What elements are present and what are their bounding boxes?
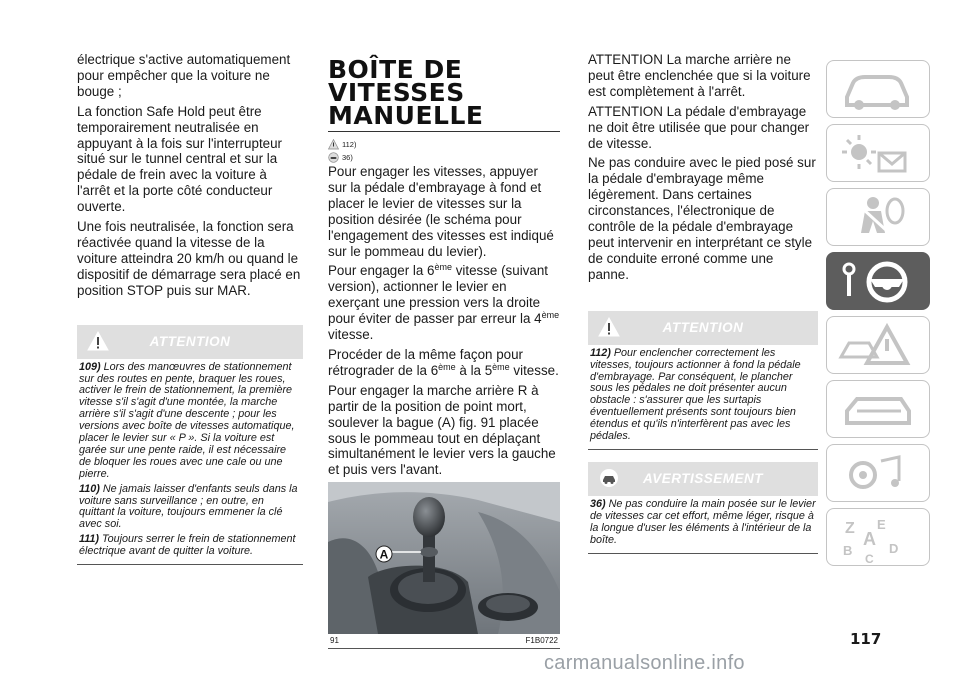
tab-car-overview[interactable] (826, 60, 930, 118)
tab-emergency[interactable] (826, 316, 930, 374)
tab-maintenance[interactable] (826, 380, 930, 438)
warning-box-header (77, 325, 303, 359)
warning-title: ATTENTION (149, 333, 231, 349)
column-middle (328, 52, 560, 649)
paragraph: ATTENTION La pédale d'embrayage ne doit être utilisée que pour changer de vitesse. (588, 103, 810, 151)
gear-lever-photo (328, 482, 560, 634)
steering-wheel-key-icon (827, 253, 931, 311)
tab-multimedia[interactable] (826, 444, 930, 502)
paragraph: Pour engager les vitesses, appuyer sur la pédale d'embrayage à fond et placer le levier de vitesses sur la position désirée (le schéma pour l'engagement des vitesses est indiqué sur le pommeau du levier). (328, 164, 554, 259)
note-item: 111) Toujours serrer le frein de stationnement électrique avant de quitter la voiture. (79, 533, 296, 558)
caution-reference: 36) (328, 151, 560, 164)
paragraph: Ne pas conduire avec le pied posé sur la pédale d'embrayage même légèrement. Dans certaines circonstances, l'électronique de contrôle de la pédale d'embrayage peut intervenir en interprétant ce style de conduite erroné comme une panne. (588, 155, 816, 282)
multimedia-icon (827, 445, 931, 503)
warning-title: ATTENTION (662, 319, 744, 335)
warning-box-header (588, 311, 818, 345)
note-item: 109) Lors des manœuvres de stationnement sur des routes en pente, braquer les roues, activer le frein de stationnement, la première vitesse s'il s'agit d'une montée, la marche arrière s'il s'agit d'une descente ; pour les versions avec boîte de vitesses automatique, placer le levier sur « P ». Si la voiture est garée sur une pente raide, il est nécessaire de bloquer les roues avec une cale ou une pierre. (79, 360, 295, 480)
warning-notes (588, 345, 818, 450)
tab-safety[interactable] (826, 188, 930, 246)
paragraph: Une fois neutralisée, la fonction sera réactivée quand la vitesse de la voiture atteindra 20 km/h ou quand le dispositif de démarrage sera placé en position STOP puis sur MAR. (77, 219, 301, 298)
caution-notes (588, 496, 818, 554)
svg-text:C: C (865, 552, 874, 566)
paragraph: ATTENTION La marche arrière ne peut être enclenchée que si la voiture est complètement à l'arrêt. (588, 52, 811, 99)
alphabetical-index-icon (827, 509, 931, 567)
note-item: 36) Ne pas conduire la main posée sur le levier de vitesses car cet effort, même léger, risque à la longue d'user les éléments à l'intérieur de la boîte. (590, 497, 816, 546)
paragraph: Pour engager la marche arrière R à partir de la position de point mort, soulever la bague (A) fig. 91 placée sous le pommeau tout en déplaçant simultanément le levier vers la gauche et puis vers l'avant. (328, 382, 556, 478)
heading-divider (328, 131, 560, 132)
paragraph: La fonction Safe Hold peut être temporairement neutralisée en appuyant à la fois sur l'interrupteur situé sur le tunnel central et sur la pédale de frein avec la voiture à l'arrêt et la porte côté conducteur ouverte. (77, 103, 283, 215)
svg-text:B: B (843, 543, 853, 558)
figure-caption (328, 636, 560, 649)
paragraph: électrique s'active automatiquement pour empêcher que la voiture ne bouge ; (77, 52, 291, 99)
page-number: 117 (850, 630, 882, 648)
column-left (77, 52, 303, 565)
tab-index[interactable] (826, 508, 930, 566)
caution-box-header (588, 462, 818, 496)
svg-text:A: A (863, 529, 876, 549)
paragraph: Procéder de la même façon pour rétrograder de la 6ème à la 5ème vitesse. (328, 346, 559, 378)
warning-triangle-icon (328, 139, 339, 150)
safety-airbag-icon (827, 189, 931, 247)
caution-car-icon (328, 152, 339, 163)
figure-code: F1B0722 (525, 636, 558, 646)
note-item: 110) Ne jamais laisser d'enfants seuls dans la voiture sans surveillance ; en outre, en quittant la voiture, toujours emmener la clé avec soi. (79, 482, 298, 531)
emergency-warning-icon (827, 317, 931, 375)
tab-dashboard-lights[interactable] (826, 124, 930, 182)
figure-number: 91 (330, 636, 339, 646)
tab-starting-driving[interactable] (826, 252, 930, 310)
warning-notes (77, 359, 303, 566)
paragraph: Pour engager la 6ème vitesse (suivant version), actionner le levier en exerçant une pression vers la droite pour éviter de passer par erreur la 4ème vitesse. (328, 262, 560, 343)
gear-lever-figure (328, 482, 560, 634)
maintenance-icon (827, 381, 931, 439)
caution-title: AVERTISSEMENT (642, 470, 764, 486)
figure-callout-a: A (379, 547, 389, 562)
dashboard-lights-icon (827, 125, 931, 183)
svg-text:E: E (877, 517, 886, 532)
svg-text:Z: Z (845, 520, 855, 537)
note-item: 112) Pour enclencher correctement les vitesses, toujours actionner à fond la pédale d'embrayage. Par conséquent, le plancher sous les pédales ne doit présenter aucun obstacle : s'assurer que les surtapis éventuellement présents sont toujours bien étendus et qu'ils n'interfèrent pas avec les pédales. (590, 346, 801, 443)
watermark: carmanualsonline.info (544, 652, 745, 674)
column-right (588, 52, 818, 554)
car-overview-icon (827, 61, 931, 119)
svg-text:D: D (889, 541, 899, 556)
warning-reference: 112) (328, 138, 560, 151)
section-heading: BOÎTE DE VITESSES MANUELLE (328, 55, 484, 130)
chapter-tabs (826, 60, 932, 572)
